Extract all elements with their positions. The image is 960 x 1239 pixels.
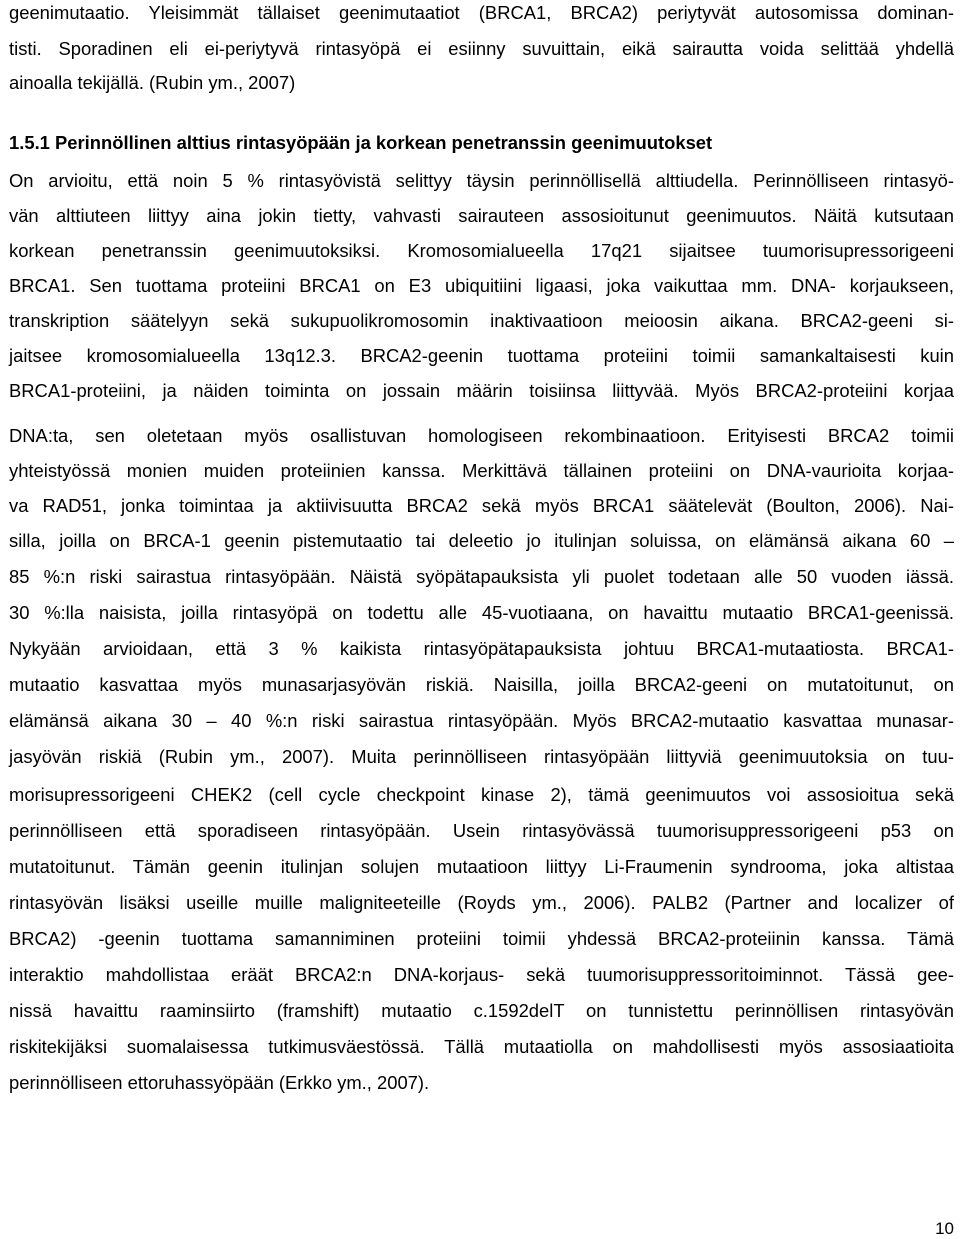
intro-line: tisti. Sporadinen eli ei-periytyvä rintasyöpä ei esiinny suvuittain, eikä sairautta voida selittää yhdellä xyxy=(9,38,954,59)
body-line: interaktio mahdollistaa eräät BRCA2:n DNA-korjaus- sekä tuumorisuppressoritoiminnot. Tässä gee- xyxy=(9,964,954,985)
section-title: Perinnöllinen alttius rintasyöpään ja korkean penetranssin geenimuutokset xyxy=(55,132,713,153)
body-line: elämänsä aikana 30 – 40 %:n riski sairastua rintasyöpään. Myös BRCA2-mutaatio kasvattaa munasar- xyxy=(9,710,954,731)
body-line: korkean penetranssin geenimuutoksiksi. Kromosomialueella 17q21 sijaitsee tuumorisupressorigeeni xyxy=(9,240,954,261)
body-line: jaitsee kromosomialueella 13q12.3. BRCA2-geenin tuottama proteiini toimii samankaltaisesti kuin xyxy=(9,345,954,366)
body-line: BRCA2) -geenin tuottama samanniminen proteiini toimii yhdessä BRCA2-proteiinin kanssa. Tämä xyxy=(9,928,954,949)
page-number: 10 xyxy=(935,1219,954,1238)
section-number: 1.5.1 xyxy=(9,132,50,153)
intro-line: geenimutaatio. Yleisimmät tällaiset geenimutaatiot (BRCA1, BRCA2) periytyvät autosomissa dominan- xyxy=(9,2,954,23)
body-line: silla, joilla on BRCA-1 geenin pistemutaatio tai deleetio jo itulinjan soluissa, on elämänsä aikana 60 – xyxy=(9,530,954,551)
body-line: nissä havaittu raaminsiirto (framshift) mutaatio c.1592delT on tunnistettu perinnöllisen rintasyövän xyxy=(9,1000,954,1021)
body-line: Nykyään arvioidaan, että 3 % kaikista rintasyöpätapauksista johtuu BRCA1-mutaatiosta. BRCA1- xyxy=(9,638,954,659)
body-line: morisupressorigeeni CHEK2 (cell cycle checkpoint kinase 2), tämä geenimuutos voi assosioitua sekä xyxy=(9,784,954,805)
body-line: mutaatio kasvattaa myös munasarjasyövän riskiä. Naisilla, joilla BRCA2-geeni on mutatoitunut, on xyxy=(9,674,954,695)
body-line: 85 %:n riski sairastua rintasyöpään. Näistä syöpätapauksista yli puolet todetaan alle 50 vuoden iässä. xyxy=(9,566,954,587)
section-heading xyxy=(9,131,954,155)
intro-line: ainoalla tekijällä. (Rubin ym., 2007) xyxy=(9,72,296,93)
body-line: DNA:ta, sen oletetaan myös osallistuvan homologiseen rekombinaatioon. Erityisesti BRCA2 toimii xyxy=(9,425,954,446)
body-line: yhteistyössä monien muiden proteiinien kanssa. Merkittävä tällainen proteiini on DNA-vaurioita korjaa- xyxy=(9,460,954,481)
body-line: perinnölliseen ettoruhassyöpään (Erkko ym., 2007). xyxy=(9,1072,430,1093)
body-line: riskitekijäksi suomalaisessa tutkimusväestössä. Tällä mutaatiolla on mahdollisesti myös assosiaatioita xyxy=(9,1036,954,1057)
body-line: rintasyövän lisäksi useille muille maligniteeteille (Royds ym., 2006). PALB2 (Partner and localizer of xyxy=(9,892,954,913)
body-line: BRCA1. Sen tuottama proteiini BRCA1 on E3 ubiquitiini ligaasi, joka vaikuttaa mm. DNA- korjaukseen, xyxy=(9,275,954,296)
body-line: transkription säätelyyn sekä sukupuolikromosomin inaktivaatioon meioosin aikana. BRCA2-geeni si- xyxy=(9,310,954,331)
body-line: vän alttiuteen liittyy aina jokin tietty, vahvasti sairauteen assosioitunut geenimuutos. Näitä kutsutaan xyxy=(9,205,954,226)
body-line: mutatoitunut. Tämän geenin itulinjan solujen mutaatioon liittyy Li-Fraumenin syndrooma, joka altistaa xyxy=(9,856,954,877)
body-line: 30 %:lla naisista, joilla rintasyöpä on todettu alle 45-vuotiaana, on havaittu mutaatio BRCA1-geenissä. xyxy=(9,602,954,623)
body-line: BRCA1-proteiini, ja näiden toiminta on jossain määrin toisiinsa liittyvää. Myös BRCA2-proteiini korjaa xyxy=(9,380,954,401)
body-line: On arvioitu, että noin 5 % rintasyövistä selittyy täysin perinnöllisellä alttiudella. Perinnölliseen rintasyö- xyxy=(9,170,954,191)
body-line: va RAD51, jonka toimintaa ja aktiivisuutta BRCA2 sekä myös BRCA1 säätelevät (Boulton, 2006). Nai- xyxy=(9,495,954,516)
body-line: jasyövän riskiä (Rubin ym., 2007). Muita perinnölliseen rintasyöpään liittyviä geenimuutoksia on tuu- xyxy=(9,746,954,767)
body-line: perinnölliseen että sporadiseen rintasyöpään. Usein rintasyövässä tuumorisuppressorigeeni p53 on xyxy=(9,820,954,841)
